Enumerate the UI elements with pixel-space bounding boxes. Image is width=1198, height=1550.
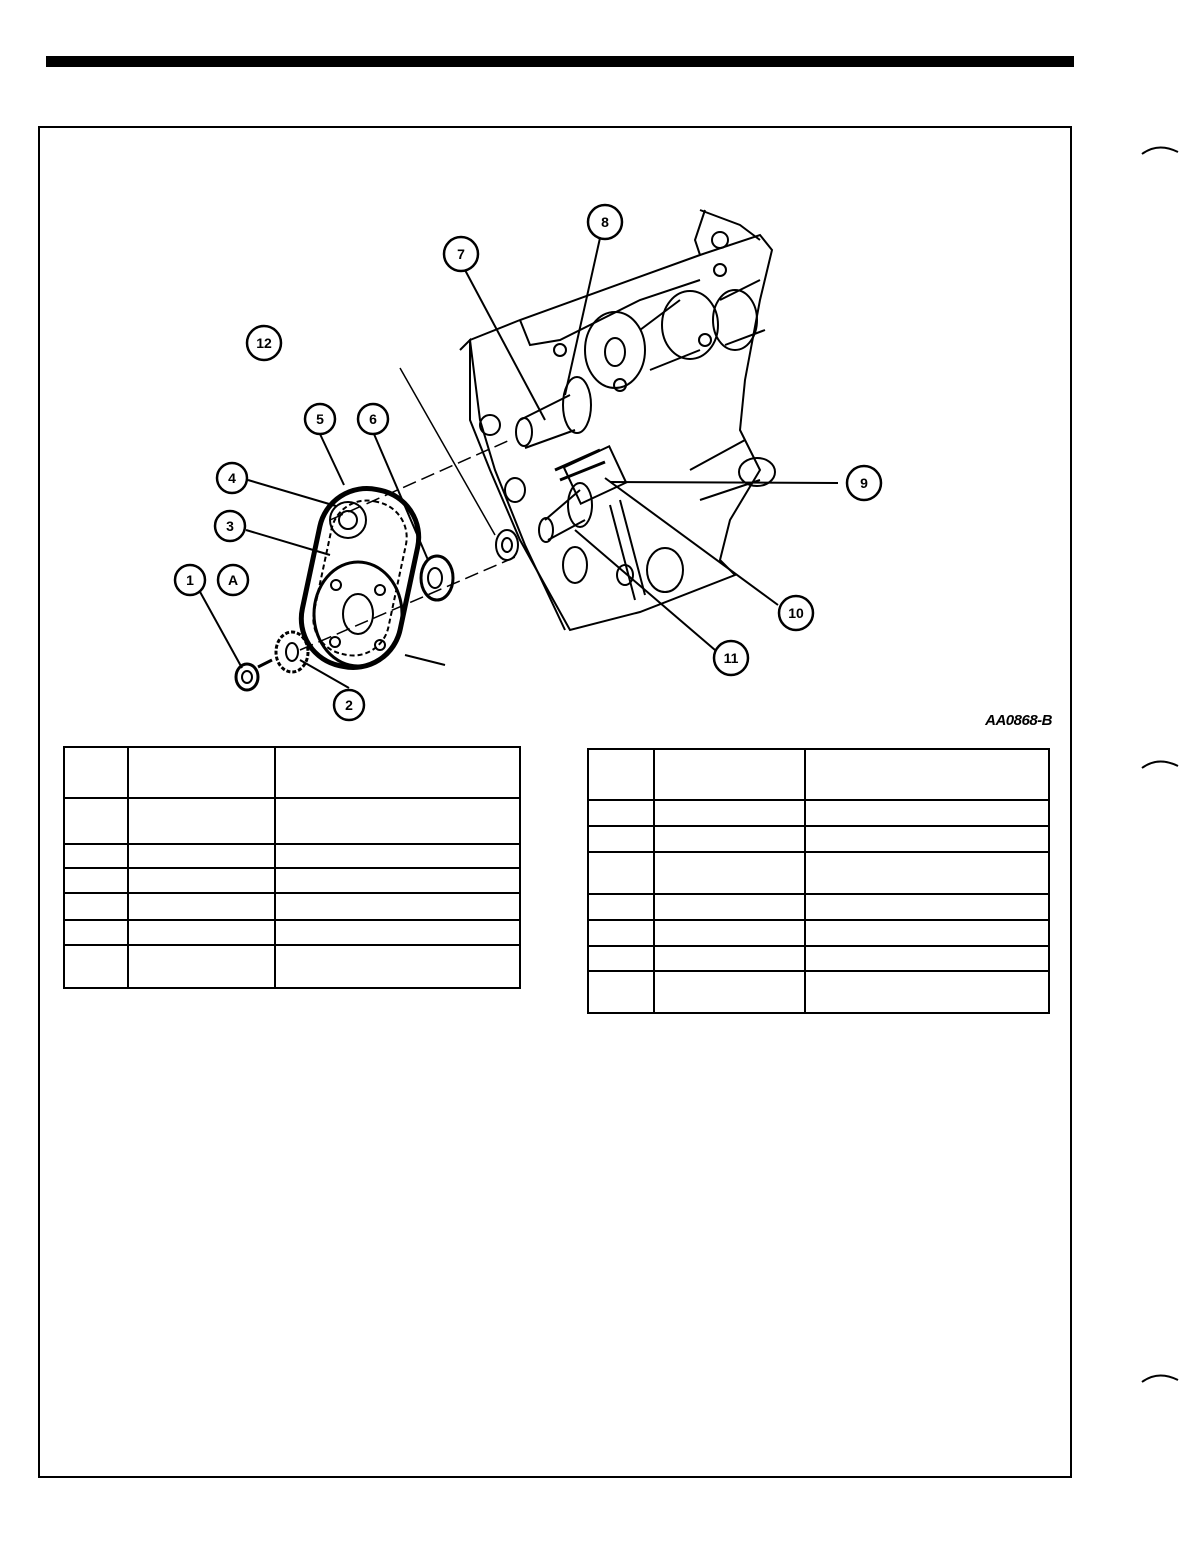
leader-1 xyxy=(199,590,242,668)
binder-mark xyxy=(1140,1370,1180,1386)
callout-9: 9 xyxy=(860,475,868,491)
oil-pump-sprocket xyxy=(276,632,308,672)
binder-mark xyxy=(1140,142,1180,158)
table-row xyxy=(588,946,1049,971)
leader-4 xyxy=(248,480,336,506)
table-row xyxy=(588,971,1049,1013)
table-row xyxy=(64,798,520,844)
callout-10: 10 xyxy=(788,605,804,621)
leader-5 xyxy=(320,434,344,485)
callout-2: 2 xyxy=(345,697,353,713)
callout-3: 3 xyxy=(226,518,234,534)
figure-id: AA0868-B xyxy=(985,712,1052,729)
table-row xyxy=(588,852,1049,894)
leader-9 xyxy=(610,482,838,483)
callout-12: 12 xyxy=(256,335,272,351)
camshaft-thrust-washer xyxy=(421,556,453,600)
leader-6 xyxy=(374,434,428,560)
crank-snout xyxy=(516,418,532,446)
callout-4: 4 xyxy=(228,470,236,486)
table-row xyxy=(64,844,520,868)
table-row xyxy=(588,826,1049,852)
table-row xyxy=(64,868,520,893)
binder-mark xyxy=(1140,756,1180,772)
table-row xyxy=(64,747,520,798)
callout-A: A xyxy=(227,572,239,588)
camshaft-snout xyxy=(539,518,553,542)
callout-7: 7 xyxy=(457,246,465,262)
retaining-bolt xyxy=(236,664,258,690)
table-row xyxy=(588,800,1049,826)
table-row xyxy=(588,920,1049,946)
callout-8: 8 xyxy=(601,214,609,230)
table-row xyxy=(64,893,520,920)
callout-6: 6 xyxy=(369,411,377,427)
table-row xyxy=(588,749,1049,800)
crank-journal-2 xyxy=(662,291,718,359)
timing-chain xyxy=(292,480,427,677)
table-row xyxy=(64,945,520,988)
table-row xyxy=(588,894,1049,920)
crank-journal-1 xyxy=(585,312,645,388)
legend-table-left xyxy=(63,746,521,989)
callout-1: 1 xyxy=(186,572,194,588)
callout-11: 11 xyxy=(723,650,739,666)
table-row xyxy=(64,920,520,945)
legend-table-right xyxy=(587,748,1050,1014)
callout-5: 5 xyxy=(316,411,324,427)
camshaft-sprocket xyxy=(314,562,402,666)
leader-8 xyxy=(565,238,600,395)
block-seal xyxy=(496,530,518,560)
